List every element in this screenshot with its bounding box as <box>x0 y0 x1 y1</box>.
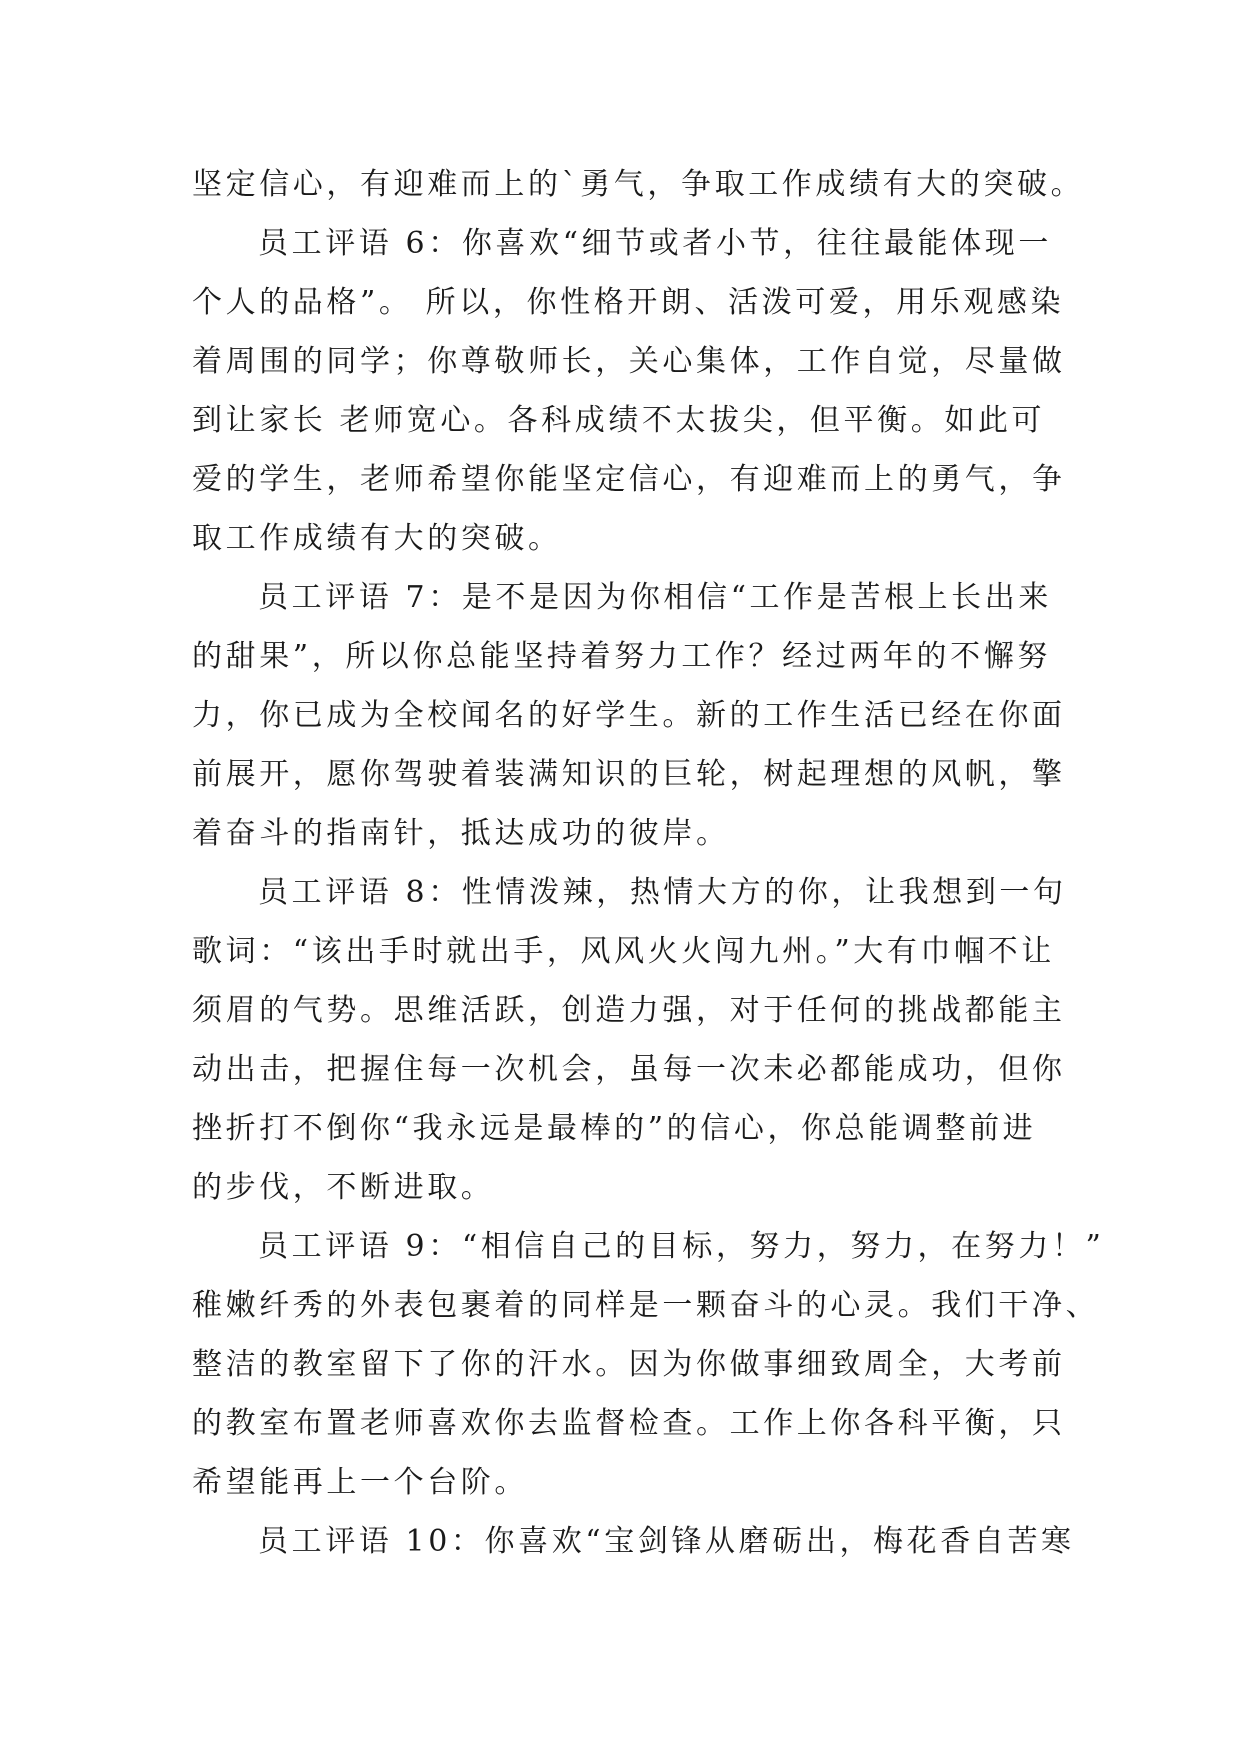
text-line: 整洁的教室留下了你的汗水。因为你做事细致周全，大考前 <box>192 1347 1066 1382</box>
text-line: 动出击，把握住每一次机会，虽每一次未必都能成功，但你 <box>192 1052 1066 1087</box>
text-line: 的甜果”，所以你总能坚持着努力工作？经过两年的不懈努 <box>192 639 1051 674</box>
document-body <box>192 155 1105 1571</box>
text-line: 希望能再上一个台阶。 <box>192 1465 528 1500</box>
text-line: 歌词：“该出手时就出手，风风火火闯九州。”大有巾帼不让 <box>192 934 1055 969</box>
text-line: 着奋斗的指南针，抵达成功的彼岸。 <box>192 816 730 851</box>
text-line: 须眉的气势。思维活跃，创造力强，对于任何的挑战都能主 <box>192 993 1066 1028</box>
paragraph-start-line: 员工评语 7：是不是因为你相信“工作是苦根上长出来 <box>258 580 1052 615</box>
text-line: 着周围的同学；你尊敬师长，关心集体，工作自觉，尽量做 <box>192 344 1066 379</box>
text-line: 个人的品格”。 所以，你性格开朗、活泼可爱，用乐观感染 <box>192 285 1065 320</box>
paragraph-start-line: 员工评语 9：“相信自己的目标，努力，努力，在努力！” <box>258 1229 1105 1264</box>
text-line: 爱的学生，老师希望你能坚定信心，有迎难而上的勇气，争 <box>192 462 1066 497</box>
text-line: 挫折打不倒你“我永远是最棒的”的信心，你总能调整前进 <box>192 1111 1037 1146</box>
text-line: 到让家长 老师宽心。各科成绩不太拔尖，但平衡。如此可 <box>192 403 1046 438</box>
text-line: 的步伐，不断进取。 <box>192 1170 495 1205</box>
paragraph-start-line: 员工评语 6：你喜欢“细节或者小节，往往最能体现一 <box>258 226 1052 261</box>
text-line: 前展开，愿你驾驶着装满知识的巨轮，树起理想的风帆，擎 <box>192 757 1066 792</box>
text-line: 力，你已成为全校闻名的好学生。新的工作生活已经在你面 <box>192 698 1066 733</box>
text-line: 稚嫩纤秀的外表包裹着的同样是一颗奋斗的心灵。我们干净、 <box>192 1288 1100 1323</box>
text-line: 的教室布置老师喜欢你去监督检查。工作上你各科平衡，只 <box>192 1406 1066 1441</box>
paragraph-start-line: 员工评语 8：性情泼辣，热情大方的你，让我想到一句 <box>258 875 1067 910</box>
text-line: 坚定信心，有迎难而上的`勇气，争取工作成绩有大的突破。 <box>192 167 1085 202</box>
paragraph-start-line: 员工评语 10：你喜欢“宝剑锋从磨砺出，梅花香自苦寒 <box>258 1524 1075 1559</box>
text-line: 取工作成绩有大的突破。 <box>192 521 562 556</box>
